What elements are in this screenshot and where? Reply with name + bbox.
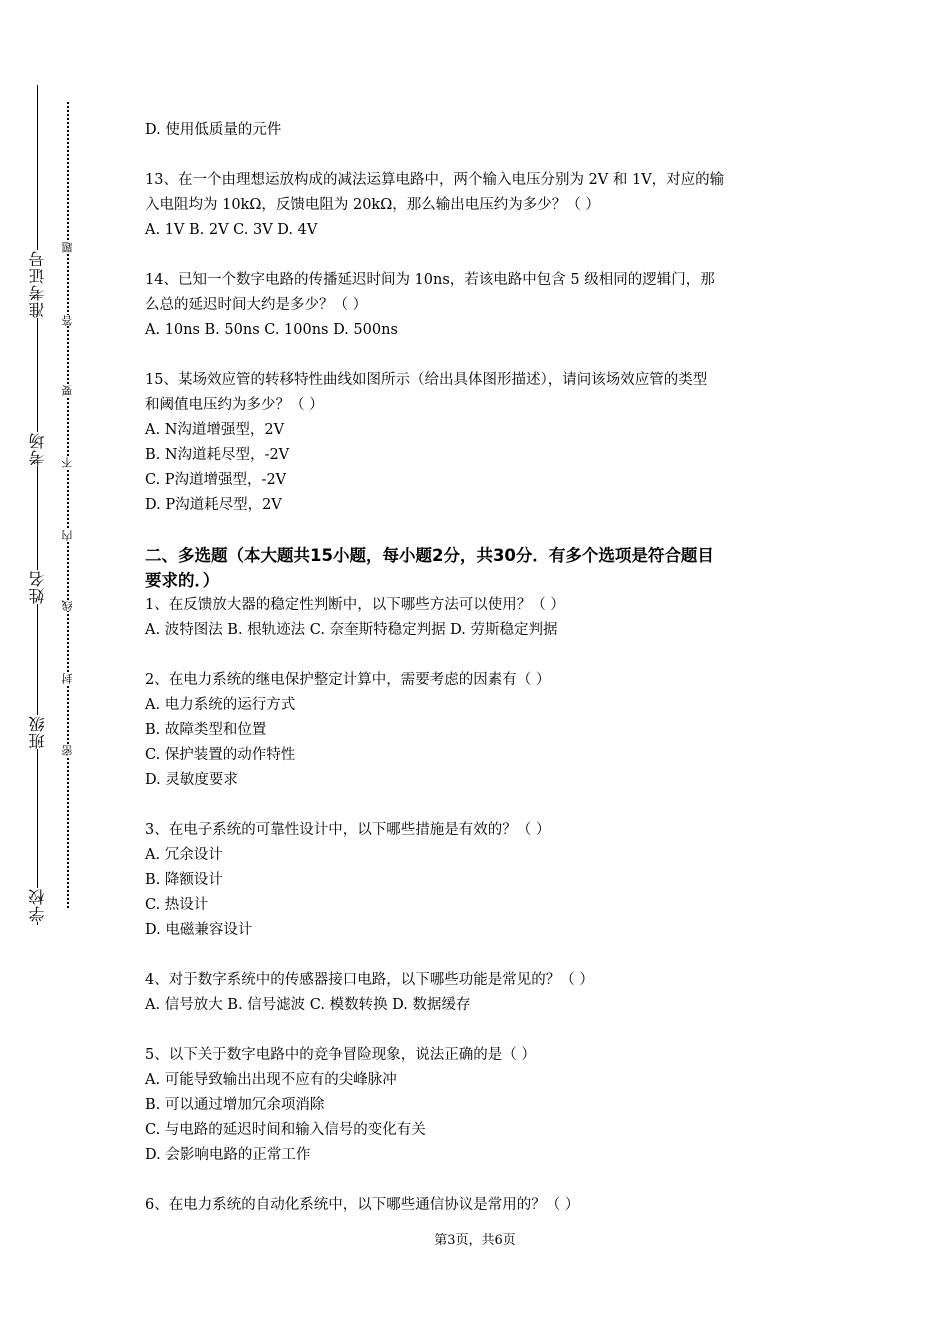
seal-char: 密 (58, 745, 78, 756)
question-stem: 14、已知一个数字电路的传播延迟时间为 10ns，若该电路中包含 5 级相同的逻辑门，那 (145, 272, 715, 288)
seal-char: 内 (58, 530, 78, 541)
option-line: D. 电磁兼容设计 (145, 922, 253, 938)
option-line: A. 电力系统的运行方式 (145, 697, 296, 713)
option-line: B. N沟道耗尽型，-2V (145, 447, 290, 463)
question-stem: 5、以下关于数字电路中的竞争冒险现象，说法正确的是（ ） (145, 1047, 536, 1063)
option-line: A. 冗余设计 (145, 847, 223, 863)
question-stem: 么总的延迟时间大约是多少？（ ） (145, 297, 368, 313)
option-line: A. 可能导致输出出现不应有的尖峰脉冲 (145, 1072, 397, 1088)
mc-question-6 (145, 1193, 815, 1218)
question-stem: 入电阻均为 10kΩ，反馈电阻为 20kΩ，那么输出电压约为多少？（ ） (145, 197, 600, 213)
question-stem: 15、某场效应管的转移特性曲线如图所示（给出具体图形描述），请问该场效应管的类型 (145, 372, 708, 388)
option-line: B. 故障类型和位置 (145, 722, 267, 738)
question-stem: 4、对于数字系统中的传感器接口电路，以下哪些功能是常见的？（ ） (145, 972, 594, 988)
option-line: C. 热设计 (145, 897, 209, 913)
mc-question-4 (145, 968, 815, 1018)
section-title: 要求的．） (145, 571, 220, 590)
question-14 (145, 268, 815, 343)
seal-char: 题 (58, 242, 78, 253)
mc-question-3 (145, 818, 815, 943)
option-line: C. 保护装置的动作特性 (145, 747, 296, 763)
option-line: D. 会影响电路的正常工作 (145, 1147, 311, 1163)
seal-char: 封 (58, 673, 78, 684)
label-class: 班级 (23, 715, 53, 749)
question-13 (145, 168, 815, 243)
question-15 (145, 368, 815, 518)
page-footer: 第3页，共6页 (434, 1233, 516, 1248)
option-line: B. 降额设计 (145, 872, 223, 888)
seal-dotted-line (67, 102, 69, 908)
mc-question-1 (145, 593, 815, 643)
mc-question-2 (145, 668, 815, 793)
question-stem: 和阈值电压约为多少？（ ） (145, 397, 324, 413)
option-line: D. 使用低质量的元件 (145, 122, 282, 138)
option-line: D. P沟道耗尽型，2V (145, 497, 282, 513)
mc-question-5 (145, 1043, 815, 1168)
section-title: 二、多选题（本大题共15小题，每小题2分，共30分．有多个选项是符合题目 (145, 546, 714, 565)
option-line: A. N沟道增强型，2V (145, 422, 285, 438)
seal-char: 要 (58, 385, 78, 396)
label-exam-id: 准考证号 (23, 250, 53, 318)
question-stem: 3、在电子系统的可靠性设计中，以下哪些措施是有效的？（ ） (145, 822, 551, 838)
question-12-tail (145, 118, 815, 143)
exam-content (145, 118, 815, 1243)
question-stem: 6、在电力系统的自动化系统中，以下哪些通信协议是常用的？（ ） (145, 1197, 580, 1213)
seal-char: 答 (58, 315, 78, 326)
question-stem: 13、在一个由理想运放构成的减法运算电路中，两个输入电压分别为 2V 和 1V，对应的输 (145, 172, 725, 188)
section-2 (145, 543, 815, 1218)
binding-margin (0, 0, 110, 1344)
label-exam-room: 考场 (23, 432, 53, 466)
option-line: A. 波特图法 B. 根轨迹法 C. 奈奎斯特稳定判据 D. 劳斯稳定判据 (145, 622, 558, 638)
option-line: C. 与电路的延迟时间和输入信号的变化有关 (145, 1122, 426, 1138)
question-stem: 2、在电力系统的继电保护整定计算中，需要考虑的因素有（ ） (145, 672, 551, 688)
option-line: A. 1V B. 2V C. 3V D. 4V (145, 222, 318, 238)
seal-char: 线 (58, 600, 78, 611)
option-line: A. 10ns B. 50ns C. 100ns D. 500ns (145, 322, 398, 338)
question-stem: 1、在反馈放大器的稳定性判断中，以下哪些方法可以使用？（ ） (145, 597, 565, 613)
binding-solid-line (37, 85, 38, 925)
option-line: A. 信号放大 B. 信号滤波 C. 模数转换 D. 数据缓存 (145, 997, 471, 1013)
option-line: C. P沟道增强型，-2V (145, 472, 287, 488)
option-line: D. 灵敏度要求 (145, 772, 238, 788)
seal-char: 不 (58, 457, 78, 468)
label-name: 姓名 (23, 570, 53, 604)
label-school: 学校 (23, 888, 53, 922)
option-line: B. 可以通过增加冗余项消除 (145, 1097, 325, 1113)
